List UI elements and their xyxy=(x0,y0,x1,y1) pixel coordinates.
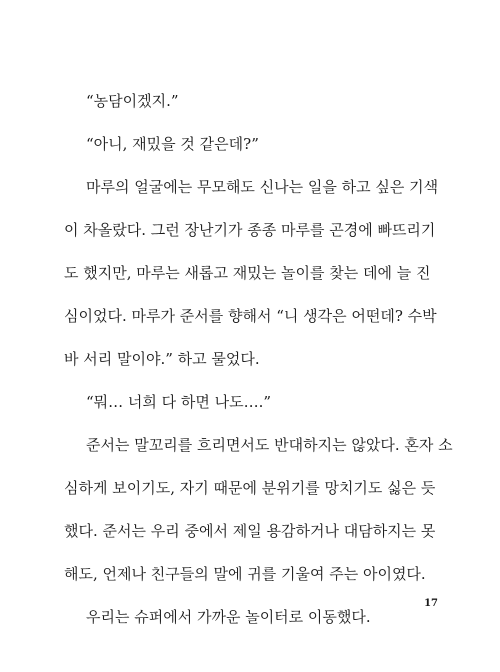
text-line: 바 서리 말이야.” 하고 물었다. xyxy=(64,350,260,368)
text-line: 했다. 준서는 우리 중에서 제일 용감하거나 대담하지는 못 xyxy=(64,522,436,540)
text-line: 준서는 말꼬리를 흐리면서도 반대하지는 않았다. 혼자 소 xyxy=(86,436,453,454)
text-line: “아니, 재밌을 것 같은데?” xyxy=(86,135,259,153)
text-line: 마루의 얼굴에는 무모해도 신나는 일을 하고 싶은 기색 xyxy=(86,178,439,196)
text-line: “농담이겠지.” xyxy=(86,92,179,110)
body-text xyxy=(64,80,453,639)
page-number: 17 xyxy=(424,598,438,609)
text-line: 심이었다. 마루가 준서를 향해서 “니 생각은 어떤데? 수박 xyxy=(64,307,437,325)
text-line: 이 차올랐다. 그런 장난기가 종종 마루를 곤경에 빠뜨리기 xyxy=(64,221,436,239)
text-line: 도 했지만, 마루는 새롭고 재밌는 놀이를 찾는 데에 늘 진 xyxy=(64,264,431,282)
text-line: 해도, 언제나 친구들의 말에 귀를 기울여 주는 아이였다. xyxy=(64,565,426,583)
text-line: “뭐… 너희 다 하면 나도….” xyxy=(86,393,272,411)
text-line: 우리는 슈퍼에서 가까운 놀이터로 이동했다. xyxy=(86,608,371,626)
text-line: 심하게 보이기도, 자기 때문에 분위기를 망치기도 싫은 듯 xyxy=(64,479,436,497)
